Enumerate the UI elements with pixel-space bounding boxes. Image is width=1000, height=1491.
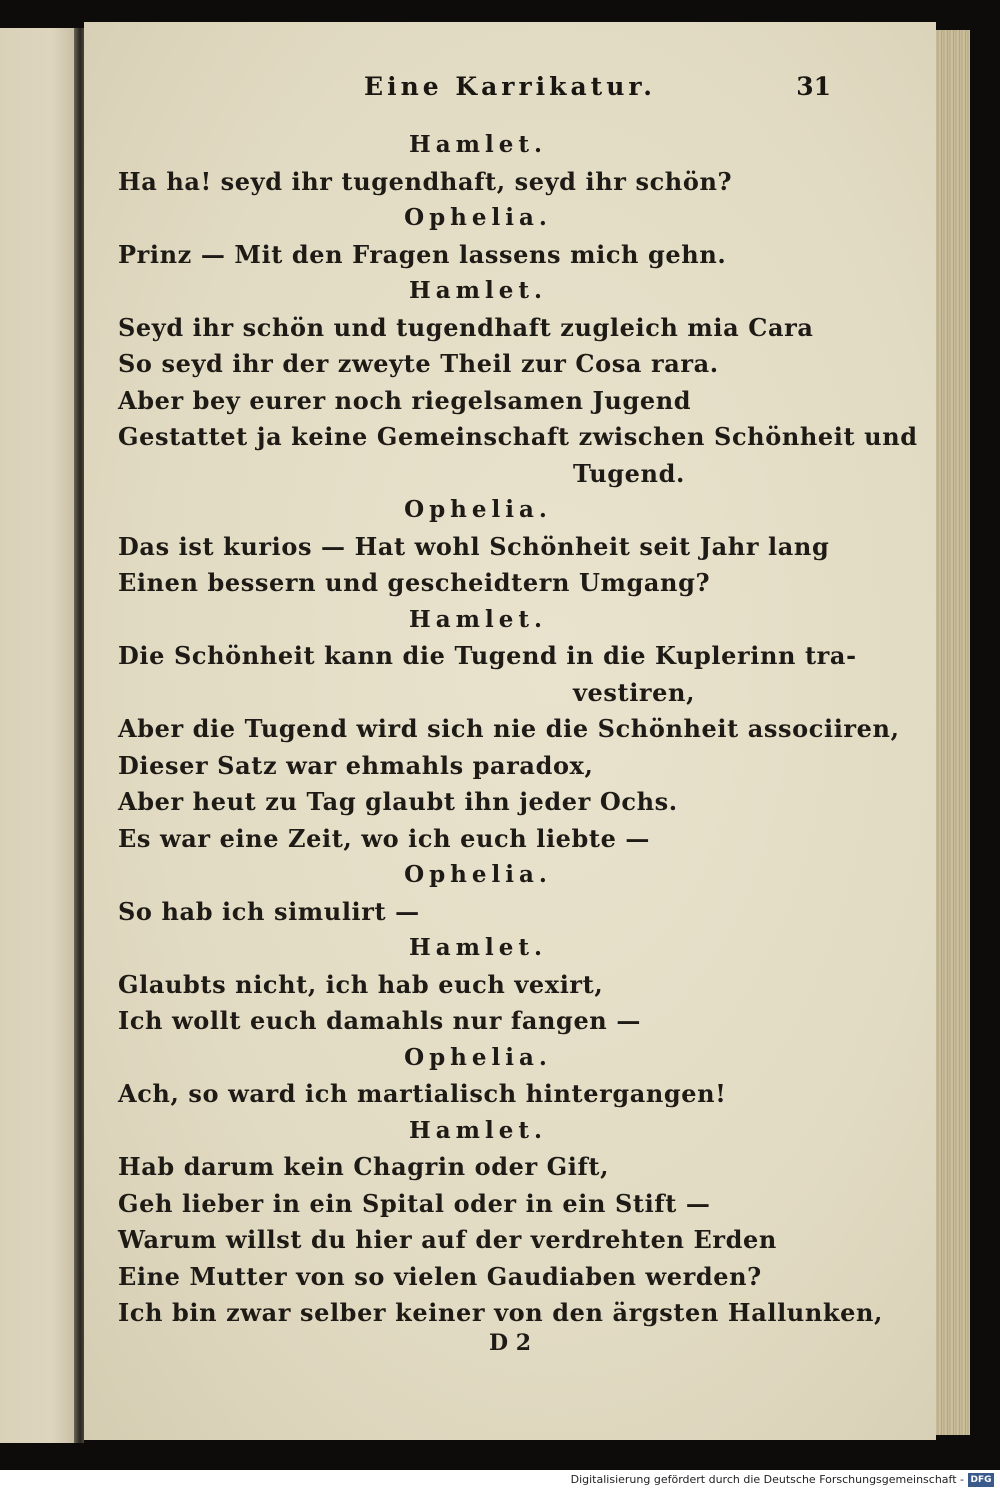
verse-line: So hab ich simulirt —	[118, 896, 420, 926]
speaker-name: Hamlet.	[409, 934, 547, 961]
running-title: Eine Karrikatur.	[364, 72, 656, 101]
verse-line: Aber heut zu Tag glaubt ihn jeder Ochs.	[118, 787, 678, 816]
verse-line: Das ist kurios — Hat wohl Schönheit seit Jahr lang	[118, 531, 830, 561]
speaker-name: Ophelia.	[404, 861, 552, 888]
verse-line: vestiren,	[573, 677, 696, 707]
play-text	[118, 127, 918, 1332]
page-stack-edge	[936, 30, 970, 1435]
verse-line: Prinz — Mit den Fragen lassens mich gehn.	[118, 239, 727, 269]
verse-line: So seyd ihr der zweyte Theil zur Cosa rara.	[118, 349, 719, 378]
verse-line: Ach, so ward ich martialisch hintergangen!	[118, 1079, 727, 1108]
verse-line: Es war eine Zeit, wo ich euch liebte —	[118, 823, 651, 853]
page-header	[84, 72, 936, 112]
verse-line: Einen bessern und gescheidtern Umgang?	[118, 568, 711, 597]
page-number: 31	[796, 72, 831, 101]
verse-line: Hab darum kein Chagrin oder Gift,	[118, 1152, 610, 1181]
facing-page-edge	[0, 28, 74, 1443]
speaker-name: Ophelia.	[404, 496, 552, 523]
verse-line: Dieser Satz war ehmahls paradox,	[118, 750, 594, 780]
footer-credit: Digitalisierung gefördert durch die Deutsche Forschungsgemeinschaft -	[570, 1473, 964, 1486]
book-gutter	[74, 28, 84, 1443]
verse-line: Ich bin zwar selber keiner von den ärgsten Hallunken,	[118, 1298, 883, 1327]
verse-line: Warum willst du hier auf der verdrehten Erden	[118, 1225, 777, 1254]
verse-line: Ha ha! seyd ihr tugendhaft, seyd ihr schön?	[118, 166, 733, 196]
verse-line: Geh lieber in ein Spital oder in ein Stift —	[118, 1188, 711, 1218]
signature-mark: D 2	[488, 1330, 532, 1356]
verse-line: Tugend.	[573, 458, 685, 488]
speaker-name: Ophelia.	[404, 204, 552, 231]
verse-line: Glaubts nicht, ich hab euch vexirt,	[118, 969, 604, 999]
speaker-name: Hamlet.	[409, 605, 547, 633]
speaker-name: Hamlet.	[409, 1116, 547, 1144]
dfg-logo[interactable]: DFG	[968, 1473, 994, 1487]
speaker-name: Hamlet.	[409, 131, 547, 158]
verse-line: Aber bey eurer noch riegelsamen Jugend	[118, 385, 692, 415]
verse-line: Seyd ihr schön und tugendhaft zugleich mia Cara	[118, 312, 814, 342]
verse-line: Aber die Tugend wird sich nie die Schönheit associiren,	[118, 714, 900, 743]
verse-line: Eine Mutter von so vielen Gaudiaben werden?	[118, 1261, 762, 1291]
speaker-name: Ophelia.	[404, 1043, 552, 1071]
verse-line: Die Schönheit kann die Tugend in die Kuplerinn tra-	[118, 641, 857, 670]
verse-line: Gestattet ja keine Gemeinschaft zwischen Schönheit und	[118, 422, 918, 451]
speaker-name: Hamlet.	[409, 277, 547, 304]
verse-line: Ich wollt euch damahls nur fangen —	[118, 1006, 641, 1035]
footer-bar	[0, 1470, 1000, 1491]
